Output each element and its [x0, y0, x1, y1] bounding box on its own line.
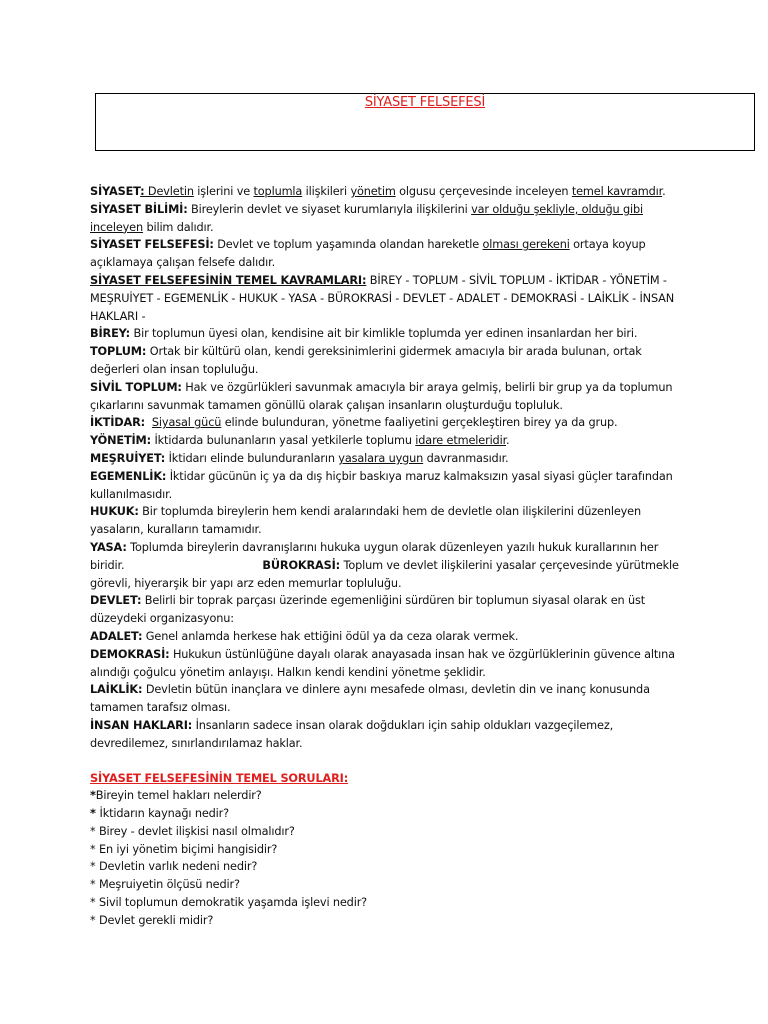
- underline-devletin: Devletin: [144, 185, 194, 198]
- term: BİREY:: [90, 327, 131, 341]
- text: Devletin bütün inançlara ve dinlere aynı mesafede olması, devletin din ve inanç konusunda tamamen tarafsız olması.: [90, 683, 650, 715]
- list-item: [90, 841, 685, 859]
- list-item: [90, 876, 685, 894]
- term: DEMOKRASİ:: [90, 647, 170, 661]
- question-text: Devlet gerekli midir?: [98, 913, 214, 927]
- text: davranmasıdır.: [423, 451, 509, 465]
- bullet: *: [90, 824, 99, 838]
- text: İnsanların sadece insan olarak doğdukları için sahip oldukları vazgeçilemez, devredilemez, sınırlandırılamaz haklar.: [90, 718, 614, 750]
- def-yonetim: [90, 432, 685, 450]
- text: Toplumda bireylerin davranışlarını hukuka uygun olarak düzenleyen yazılı hukuk kurallarının her biridir.: [90, 540, 659, 572]
- term: SİVİL TOPLUM:: [90, 380, 182, 394]
- text: [145, 416, 152, 429]
- underline-yonetim: yönetim: [350, 185, 396, 198]
- def-yasa-burokrasi: [90, 539, 685, 592]
- term: YASA:: [90, 540, 127, 554]
- colon: :: [140, 185, 145, 198]
- text: Bir toplumda bireylerin hem kendi aralarındaki hem de devletle olan ilişkilerini düzenleyen yasaların, kuralların tamamıdır.: [90, 505, 641, 537]
- text: elinde bulunduran, yönetme faaliyetini gerçekleştiren birey ya da grup.: [221, 416, 618, 430]
- page-title: SİYASET FELSEFESİ: [364, 95, 486, 110]
- section-heading: SİYASET FELSEFESİNİN TEMEL KAVRAMLARI:: [90, 273, 367, 287]
- question-text: Meşruiyetin ölçüsü nedir?: [98, 878, 240, 892]
- text: Devlet ve toplum yaşamında olandan hareketle: [213, 238, 483, 252]
- underline-temel-kavramdir: temel kavramdır: [571, 185, 663, 198]
- text: .: [506, 434, 510, 448]
- term: TOPLUM:: [90, 345, 147, 359]
- underline-text: yasalara uygun: [338, 451, 424, 465]
- def-adalet: [90, 628, 685, 646]
- term: YÖNETİM:: [90, 434, 152, 448]
- questions-heading-row: [90, 770, 685, 788]
- term: SİYASET BİLİMİ:: [90, 202, 188, 216]
- text: İktidarı elinde bulunduranların: [165, 451, 339, 465]
- question-text: Devletin varlık nedeni nedir?: [98, 860, 258, 874]
- title-box: [95, 93, 755, 151]
- term: EGEMENLİK:: [90, 469, 167, 483]
- term: LAİKLİK:: [90, 683, 143, 697]
- def-hukuk: [90, 503, 685, 539]
- question-text: İktidarın kaynağı nedir?: [99, 807, 230, 821]
- def-laiklik: [90, 681, 685, 717]
- bullet: *: [90, 860, 99, 874]
- def-toplum: [90, 343, 685, 379]
- text: .: [662, 185, 666, 198]
- text: olgusu çerçevesinde inceleyen: [395, 185, 572, 198]
- def-birey: [90, 325, 685, 343]
- underline-text: idare etmeleridir: [415, 434, 507, 448]
- text: Bireylerin devlet ve siyaset kurumlarıyla ilişkilerini: [187, 202, 472, 216]
- text: Belirli bir toprak parçası üzerinde egemenliğini sürdüren bir toplumun siyasal olarak en üst düzeydeki organizasyonu:: [90, 594, 646, 626]
- bullet: *: [90, 913, 99, 927]
- def-siyaset-felsefesi: [90, 236, 685, 272]
- term: BÜROKRASİ:: [262, 558, 341, 572]
- list-item: [90, 894, 685, 912]
- list-item: [90, 805, 685, 823]
- bullet: *: [90, 789, 96, 803]
- def-siyaset-bilimi: [90, 201, 685, 237]
- text: ortaya koyup açıklamaya çalışan felsefe dalıdır.: [90, 238, 646, 270]
- text: Genel anlamda herkese hak ettiğini ödül ya da ceza olarak vermek.: [142, 629, 519, 643]
- def-siyaset: [90, 183, 685, 201]
- text: Toplum ve devlet ilişkilerini yasalar çerçevesinde yürütmekle görevli, hiyerarşik bir yapı arz eden memurlar topluluğu.: [90, 558, 679, 590]
- text: bilim dalıdır.: [143, 220, 214, 234]
- questions-list: [90, 787, 685, 929]
- underline-text: olması gerekeni: [482, 238, 570, 252]
- term: HUKUK:: [90, 505, 139, 519]
- text: ilişkileri: [302, 185, 351, 198]
- bullet: *: [90, 878, 99, 892]
- question-text: Birey - devlet ilişkisi nasıl olmalıdır?: [98, 824, 295, 838]
- bullet: *: [90, 807, 100, 821]
- bullet: *: [90, 896, 99, 910]
- term: DEVLET:: [90, 594, 142, 608]
- underline-toplumla: toplumla: [253, 185, 303, 198]
- term: ADALET:: [90, 629, 143, 643]
- text: Hak ve özgürlükleri savunmak amacıyla bir araya gelmiş, belirli bir grup ya da toplumun çıkarlarını savunmak tamamen gönüllü olarak çalışan insanların oluşturduğu topluluk.: [90, 380, 673, 412]
- term: İNSAN HAKLARI:: [90, 718, 193, 732]
- def-devlet: [90, 592, 685, 628]
- list-item: [90, 787, 685, 805]
- def-mesruiyet: [90, 450, 685, 468]
- underline-text: Siyasal gücü: [151, 416, 222, 430]
- list-item: [90, 912, 685, 930]
- def-iktidar: [90, 414, 685, 432]
- list-item: [90, 823, 685, 841]
- text: işlerini ve: [193, 185, 254, 198]
- temel-kavramlar: [90, 272, 685, 325]
- question-text: Sivil toplumun demokratik yaşamda işlevi nedir?: [98, 896, 368, 910]
- concept-list: BİREY - TOPLUM - SİVİL TOPLUM - İKTİDAR - YÖNETİM - MEŞRUİYET - EGEMENLİK - HUKUK - YASA - BÜROKRASİ - DEVLET - ADALET - DEMOKRASİ - LAİKLİK - İNSAN HAKLARI -: [90, 273, 675, 323]
- questions-heading: SİYASET FELSEFESİNİN TEMEL SORULARI:: [90, 771, 349, 785]
- term: SİYASET FELSEFESİ:: [90, 238, 214, 252]
- term: İKTİDAR:: [90, 416, 146, 430]
- question-text: Bireyin temel hakları nelerdir?: [95, 789, 262, 803]
- bullet: *: [90, 842, 99, 856]
- def-insan-haklari: [90, 717, 685, 753]
- text: İktidarda bulunanların yasal yetkilerle toplumu: [151, 434, 416, 448]
- question-text: En iyi yönetim biçimi hangisidir?: [98, 842, 278, 856]
- def-demokrasi: [90, 646, 685, 682]
- text: Hukukun üstünlüğüne dayalı olarak anayasada insan hak ve özgürlüklerinin güvence altına alındığı çoğulcu yönetim anlayışı. Halkın kendi kendini yönetme şeklidir.: [90, 647, 675, 679]
- def-sivil-toplum: [90, 379, 685, 415]
- list-item: [90, 858, 685, 876]
- underline-text: var olduğu şekliyle, olduğu gibi inceleyen: [90, 202, 643, 234]
- text: Ortak bir kültürü olan, kendi gereksinimlerini gidermek amacıyla bir arada bulunan, ortak değerleri olan insan topluluğu.: [90, 345, 642, 376]
- text: Bir toplumun üyesi olan, kendisine ait bir kimlikle toplumda yer edinen insanlardan her biri.: [130, 327, 638, 341]
- term-siyaset: SİYASET: [90, 185, 141, 198]
- document-body: [90, 183, 685, 930]
- def-egemenlik: [90, 468, 685, 504]
- text: İktidar gücünün iç ya da dış hiçbir baskıya maruz kalmaksızın yasal siyasi güçler tarafından kullanılmasıdır.: [90, 469, 673, 501]
- term: MEŞRUİYET:: [90, 451, 166, 465]
- spacer: [90, 753, 685, 770]
